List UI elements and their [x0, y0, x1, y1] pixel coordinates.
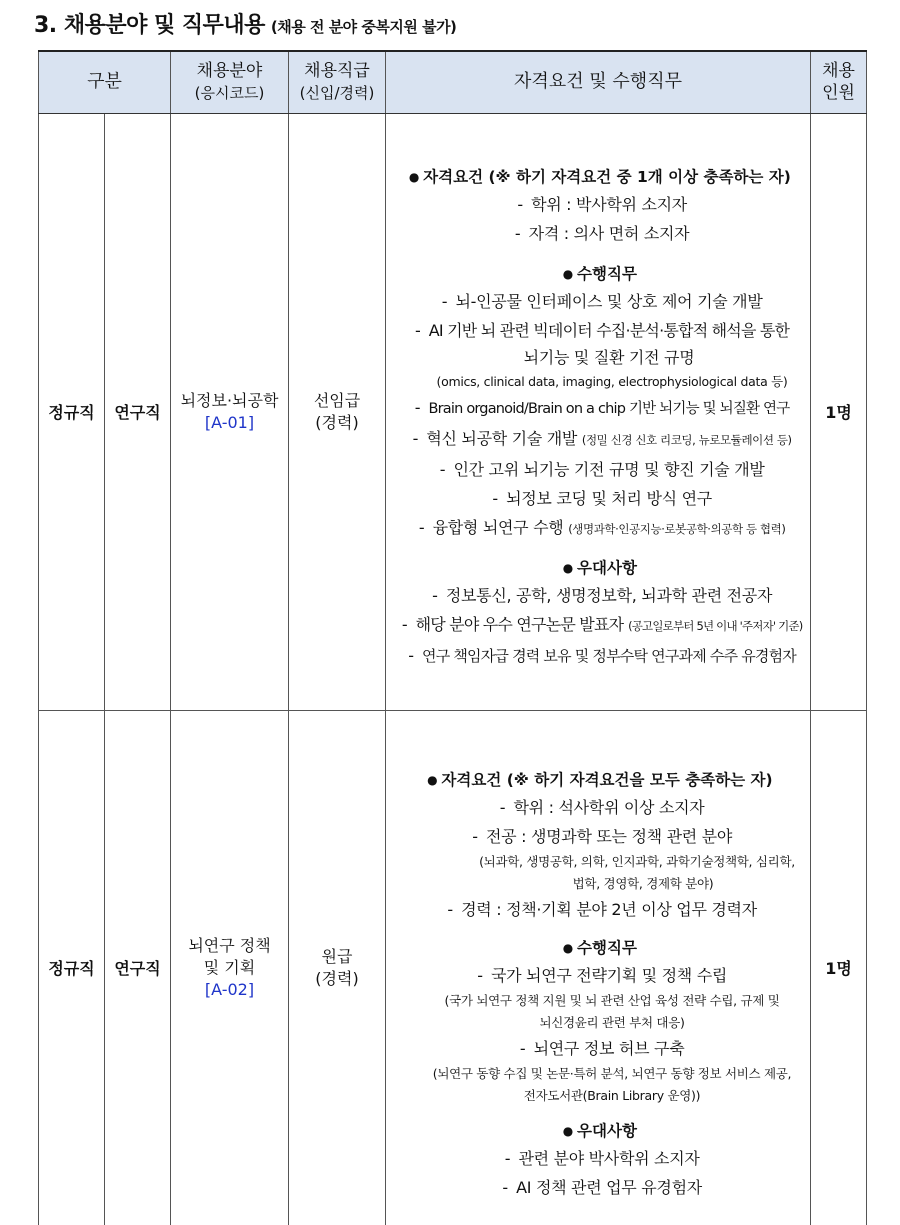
qualification-item: - 전공 : 생명과학 또는 정책 관련 분야 — [472, 826, 732, 846]
duty-item-note: (생명과학·인공지능·로봇공학·의공학 등 협력) — [568, 521, 786, 536]
field-name: 뇌정보·뇌공학 — [180, 390, 279, 410]
qualification-item-note: 법학, 경영학, 경제학 분야) — [572, 875, 714, 891]
duties-heading: ● 수행직무 — [386, 938, 810, 958]
qualifications-heading: ● 자격요건 (※ 하기 자격요건 중 1개 이상 충족하는 자) — [386, 167, 810, 187]
recruitment-table — [38, 50, 867, 1225]
table-row — [39, 113, 867, 710]
header-requirements: 자격요건 및 수행직무 — [386, 51, 811, 113]
preference-item: - 정보통신, 공학, 생명정보학, 뇌과학 관련 전공자 — [432, 585, 773, 605]
position-grade — [289, 113, 386, 710]
requirements-duties — [386, 113, 811, 710]
qualification-item: - 경력 : 정책·기획 분야 2년 이상 업무 경력자 — [447, 899, 757, 919]
preference-item-note: (공고일로부터 5년 이내 '주저자' 기준) — [628, 618, 803, 633]
preferences-heading: ● 우대사항 — [386, 1121, 810, 1141]
duty-item-note: 전자도서관(Brain Library 운영)) — [523, 1087, 701, 1103]
duty-item: - 융합형 뇌연구 수행 (생명과학·인공지능·로봇공학·의공학 등 협력) — [418, 517, 786, 537]
preference-item: - AI 정책 관련 업무 유경험자 — [502, 1177, 702, 1197]
preferences-heading: ● 우대사항 — [386, 558, 810, 578]
bullet-icon: ● — [427, 772, 438, 787]
duty-item: - 뇌연구 정보 허브 구축 — [519, 1038, 685, 1058]
section-title-note: (채용 전 분야 중복지원 불가) — [270, 18, 457, 36]
qualification-item: - 자격 : 의사 면허 소지자 — [514, 223, 690, 243]
duty-item-note: (omics, clinical data, imaging, electrophysiological data 등) — [436, 373, 788, 389]
header-grade-line2: (신입/경력) — [299, 84, 375, 103]
employment-type: 정규직 — [39, 710, 105, 1225]
preference-item: - 해당 분야 우수 연구논문 발표자 (공고일로부터 5년 이내 '주저자' 기준) — [401, 614, 803, 634]
field-name: 뇌연구 정책 — [188, 935, 271, 955]
header-category: 구분 — [39, 51, 171, 113]
duty-item: - 뇌정보 코딩 및 처리 방식 연구 — [492, 488, 712, 508]
bullet-icon: ● — [562, 560, 574, 575]
section-title-main: 3. 채용분야 및 직무내용 — [34, 13, 265, 38]
header-grade — [289, 51, 386, 113]
duties-heading: ● 수행직무 — [386, 264, 810, 284]
table-row — [39, 710, 867, 1225]
duty-item: - 국가 뇌연구 전략기획 및 정책 수립 — [477, 965, 728, 985]
qualifications-heading: ● 자격요건 (※ 하기 자격요건을 모두 충족하는 자) — [386, 770, 810, 790]
preference-item: - 관련 분야 박사학위 소지자 — [504, 1148, 700, 1168]
qualification-item: - 학위 : 석사학위 이상 소지자 — [499, 797, 705, 817]
hiring-count: 1명 — [811, 710, 867, 1225]
grade-type: (경력) — [315, 412, 359, 432]
job-category: 연구직 — [105, 113, 171, 710]
position-grade — [289, 710, 386, 1225]
qualification-item-note: (뇌과학, 생명공학, 의학, 인지과학, 과학기술정책학, 심리학, — [479, 853, 795, 869]
duty-item: - Brain organoid/Brain on a chip 기반 뇌기능 및 뇌질환 연구 — [414, 397, 790, 417]
job-category: 연구직 — [105, 710, 171, 1225]
duty-item: - 인간 고위 뇌기능 기전 규명 및 향진 기술 개발 — [439, 459, 765, 479]
header-count — [811, 51, 867, 113]
duty-item: - 뇌-인공물 인터페이스 및 상호 제어 기술 개발 — [441, 291, 763, 311]
requirements-duties — [386, 710, 811, 1225]
duty-item-note: (국가 뇌연구 정책 지원 및 뇌 관련 산업 육성 전략 수립, 규제 및 — [444, 992, 780, 1008]
table-header-row — [39, 51, 867, 113]
employment-type: 정규직 — [39, 113, 105, 710]
bullet-icon: ● — [562, 1123, 574, 1138]
field-name-line2: 및 기획 — [203, 957, 256, 977]
bullet-icon: ● — [562, 940, 574, 955]
header-grade-line1: 채용직급 — [304, 61, 370, 82]
hiring-count: 1명 — [811, 113, 867, 710]
preference-item: - 연구 책임자급 경력 보유 및 정부수탁 연구과제 수주 유경험자 — [408, 645, 796, 665]
recruitment-field — [171, 710, 289, 1225]
duty-item-note: (정밀 신경 신호 리코딩, 뉴로모듈레이션 등) — [581, 432, 792, 447]
header-field-line2: (응시코드) — [194, 84, 265, 103]
bullet-icon: ● — [562, 266, 574, 281]
header-field-line1: 채용분야 — [196, 61, 263, 82]
duty-item: - 혁신 뇌공학 기술 개발 (정밀 신경 신호 리코딩, 뉴로모듈레이션 등) — [412, 428, 792, 448]
header-field — [171, 51, 289, 113]
grade-name: 선임급 — [313, 390, 361, 410]
application-code: [A-01] — [204, 412, 255, 432]
header-count-line1: 채용 — [822, 61, 855, 82]
grade-name: 원급 — [321, 946, 353, 966]
section-title — [34, 8, 456, 44]
application-code: [A-02] — [204, 979, 255, 999]
qualification-item: - 학위 : 박사학위 소지자 — [517, 194, 687, 214]
recruitment-field — [171, 113, 289, 710]
duty-item-note: (뇌연구 동향 수집 및 논문·특허 분석, 뇌연구 동향 정보 서비스 제공, — [432, 1065, 792, 1081]
grade-type: (경력) — [315, 968, 359, 988]
duty-item-continued: 뇌기능 및 질환 기전 규명 — [523, 347, 695, 367]
bullet-icon: ● — [408, 169, 420, 184]
duty-item-note: 뇌신경윤리 관련 부처 대응) — [539, 1014, 685, 1030]
duty-item: - AI 기반 뇌 관련 빅데이터 수집·분석·통합적 해석을 통한 — [415, 320, 790, 340]
header-count-line2: 인원 — [822, 83, 855, 104]
